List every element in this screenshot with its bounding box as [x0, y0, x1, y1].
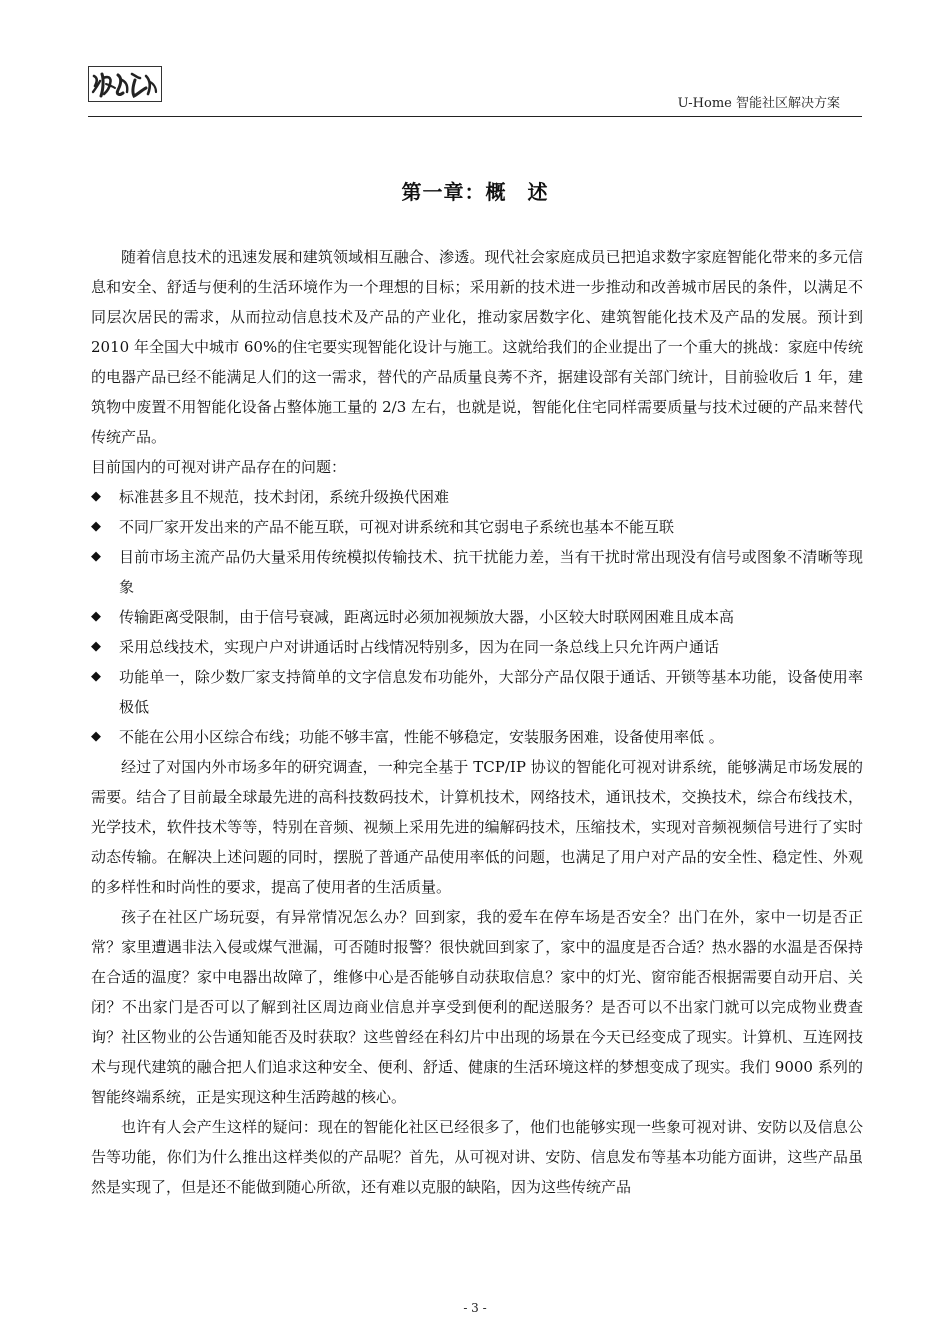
list-item — [91, 662, 863, 722]
paragraph-scenarios: 孩子在社区广场玩耍，有异常情况怎么办？回到家，我的爱车在停车场是否安全？出门在外，家中一切是否正常？家里遭遇非法入侵或煤气泄漏，可否随时报警？很快就回到家了，家中的温度是否合适？热水器的水温是否保持在合适的温度？家中电器出故障了，维修中心是否能够自动获取信息？家中的灯光、窗帘能否根据需要自动开启、关闭？不出家门是否可以了解到社区周边商业信息并享受到便利的配送服务？是否可以不出家门就可以完成物业费查询？社区物业的公告通知能否及时获取？这些曾经在科幻片中出现的场景在今天已经变成了现实。计算机、互连网技术与现代建筑的融合把人们追求这种安全、便利、舒适、健康的生活环境这样的梦想变成了现实。我们 9000 系列的智能终端系统，正是实现这种生活跨越的核心。 — [91, 908, 863, 1106]
list-item — [91, 722, 863, 752]
issues-intro: 目前国内的可视对讲产品存在的问题： — [91, 458, 347, 476]
document-body — [91, 242, 863, 1202]
list-item-text: 不能在公用小区综合布线；功能不够丰富，性能不够稳定，安装服务困难，设备使用率低 。 — [119, 728, 724, 746]
diamond-bullet-icon: ◆ — [91, 519, 101, 534]
paragraph-questions: 也许有人会产生这样的疑问：现在的智能化社区已经很多了，他们也能够实现一些象可视对讲、安防以及信息公告等功能，你们为什么推出这样类似的产品呢？首先，从可视对讲、安防、信息发布等基本功能方面讲，这些产品虽然是实现了，但是还不能做到随心所欲，还有难以克服的缺陷，因为这些传统产品 — [91, 1118, 863, 1196]
list-item-text: 采用总线技术，实现户户对讲通话时占线情况特别多，因为在同一条总线上只允许两户通话 — [119, 638, 720, 656]
paragraph-solution: 经过了对国内外市场多年的研究调查，一种完全基于 TCP/IP 协议的智能化可视对讲系统，能够满足市场发展的需要。结合了目前最全球最先进的高科技数码技术，计算机技术，网络技术，通讯技术，交换技术，综合布线技术，光学技术，软件技术等等，特别在音频、视频上采用先进的编解码技术，压缩技术，实现对音频视频信号进行了实时动态传输。在解决上述问题的同时，摆脱了普通产品使用率低的问题，也满足了用户对产品的安全性、稳定性、外观的多样性和时尚性的要求，提高了使用者的生活质量。 — [91, 758, 863, 896]
page-number: - 3 - — [463, 1301, 487, 1315]
diamond-bullet-icon: ◆ — [91, 609, 101, 624]
diamond-bullet-icon: ◆ — [91, 729, 101, 744]
haier-logo-icon — [88, 66, 162, 102]
list-item-text: 目前市场主流产品仍大量采用传统模拟传输技术、抗干扰能力差，当有干扰时常出现没有信号或图象不清晰等现象 — [119, 548, 863, 596]
list-item-text: 标准甚多且不规范，技术封闭，系统升级换代困难 — [119, 488, 450, 506]
list-item — [91, 542, 863, 602]
diamond-bullet-icon: ◆ — [91, 489, 101, 504]
list-item — [91, 482, 863, 512]
list-item — [91, 512, 863, 542]
list-item-text: 功能单一，除少数厂家支持简单的文字信息发布功能外，大部分产品仅限于通话、开锁等基本功能，设备使用率极低 — [119, 668, 863, 716]
list-item-text: 传输距离受限制，由于信号衰减，距离远时必须加视频放大器，小区较大时联网困难且成本高 — [119, 608, 735, 626]
list-item — [91, 602, 863, 632]
diamond-bullet-icon: ◆ — [91, 669, 101, 684]
diamond-bullet-icon: ◆ — [91, 639, 101, 654]
paragraph-overview: 随着信息技术的迅速发展和建筑领域相互融合、渗透。现代社会家庭成员已把追求数字家庭智能化带来的多元信息和安全、舒适与便利的生活环境作为一个理想的目标；采用新的技术进一步推动和改善城市居民的条件，以满足不同层次居民的需求，从而拉动信息技术及产品的产业化，推动家居数字化、建筑智能化技术及产品的发展。预计到 2010 年全国大中城市 60%的住宅要实现智能化设计与施工。这就给我们的企业提出了一个重大的挑战：家庭中传统的电器产品已经不能满足人们的这一需求，替代的产品质量良莠不齐，据建设部有关部门统计，目前验收后 1 年，建筑物中废置不用智能化设备占整体施工量的 2/3 左右，也就是说，智能化住宅同样需要质量与技术过硬的产品来替代传统产品。 — [91, 248, 863, 446]
header-document-title: U-Home 智能社区解决方案 — [677, 96, 840, 111]
issues-list — [91, 482, 863, 752]
chapter-title: 第一章：概 述 — [401, 180, 549, 204]
list-item-text: 不同厂家开发出来的产品不能互联，可视对讲系统和其它弱电子系统也基本不能互联 — [119, 518, 675, 536]
header-divider — [88, 116, 862, 117]
diamond-bullet-icon: ◆ — [91, 549, 101, 564]
list-item — [91, 632, 863, 662]
